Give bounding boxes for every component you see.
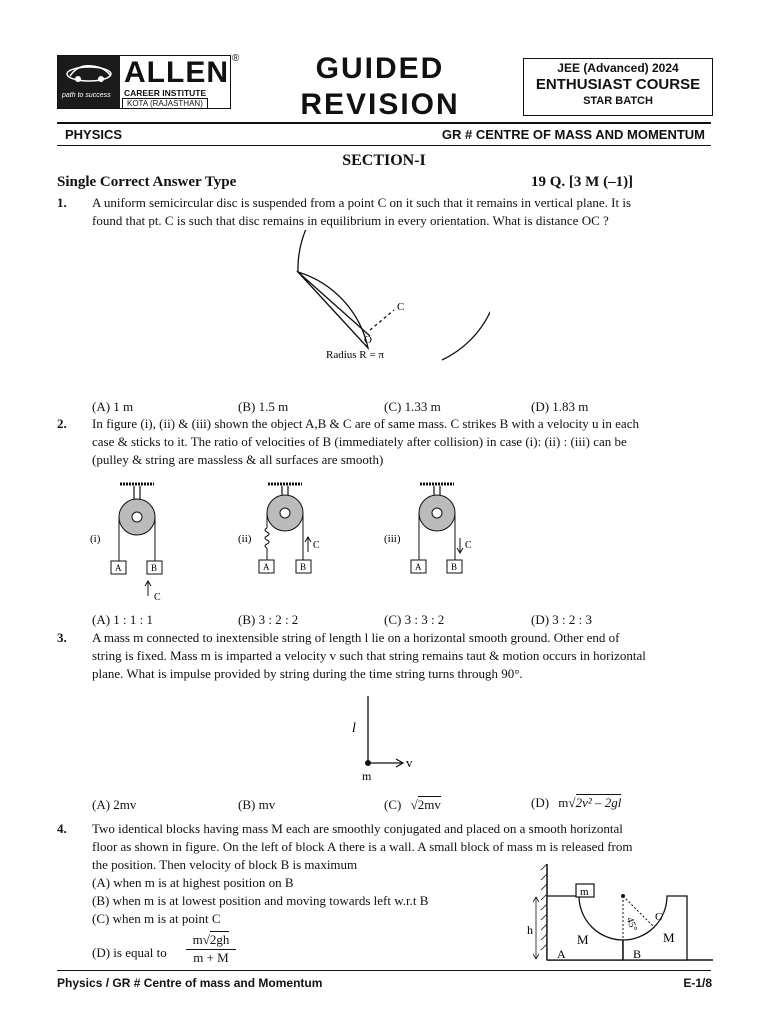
- label-l: l: [352, 721, 356, 736]
- q3-option-d: (D) m√2v² – 2gl: [531, 795, 622, 810]
- label-radius: Radius R = π: [326, 349, 384, 361]
- label-angle: 45°: [623, 915, 639, 933]
- q3-option-b: (B) mv: [238, 797, 276, 812]
- section-title: SECTION-I: [342, 152, 426, 169]
- q1-line: A uniform semicircular disc is suspended from a point C on it such that it remains in vertical plane. It is: [92, 195, 632, 210]
- q4-option-c: (C) when m is at point C: [92, 911, 221, 926]
- allen-logo: [57, 55, 231, 109]
- q2-option-d: (D) 3 : 2 : 3: [531, 612, 593, 627]
- label-v: v: [406, 755, 413, 770]
- q1-option-b: (B) 1.5 m: [238, 399, 289, 414]
- doc-title-line1: GUIDED: [315, 52, 445, 85]
- label-m: m: [362, 769, 372, 783]
- pulley-case-2: [238, 484, 320, 573]
- q3-line: string is fixed. Mass m is imparted a velocity v such that string remains taut & motion occurs in horizontal: [92, 648, 646, 663]
- logo-brand: ALLEN: [124, 56, 229, 89]
- label-b: B: [633, 947, 642, 961]
- q3-option-c-label: (C): [384, 797, 402, 812]
- fraction-numerator-prefix: m: [192, 932, 203, 947]
- q2-number: 2.: [57, 416, 67, 431]
- q3-option-d-prefix: m: [558, 795, 569, 810]
- q1-line: found that pt. C is such that disc remains in equilibrium in every orientation. What is distance OC ?: [92, 213, 609, 228]
- q4-figure: [527, 860, 713, 966]
- q4-number: 4.: [57, 821, 67, 836]
- q4-line: floor as shown in figure. On the left of block A there is a wall. A small block of mass m is released from: [92, 839, 633, 854]
- semicircle-edge: [298, 272, 370, 336]
- label-m: m: [580, 886, 589, 898]
- header-rule-top: [57, 122, 711, 124]
- label-a: A: [557, 947, 566, 961]
- q3-number: 3.: [57, 630, 67, 645]
- q2-option-c: (C) 3 : 3 : 2: [384, 612, 445, 627]
- topic-label: GR # CENTRE OF MASS AND MOMENTUM: [441, 127, 705, 142]
- case-1-label: (i): [90, 533, 101, 545]
- course-exam: JEE (Advanced) 2024: [557, 61, 679, 75]
- logo-subtitle: CAREER INSTITUTE: [124, 88, 207, 98]
- q2-line: In figure (i), (ii) & (iii) shown the object A,B & C are of same mass. C strikes B with a velocity u in each: [92, 416, 639, 431]
- semicircle-diameter: [298, 272, 368, 348]
- label-block-a-mass: M: [577, 932, 589, 947]
- block-b-label: B: [451, 562, 458, 572]
- label-o: O: [364, 334, 372, 346]
- logo-city: KOTA (RAJASTHAN): [122, 98, 208, 109]
- q4-option-d-label: (D) is equal to: [92, 945, 167, 960]
- q1-text: [92, 194, 631, 230]
- q1-number: 1.: [57, 195, 67, 210]
- q3-text: [92, 629, 646, 683]
- course-batch: STAR BATCH: [583, 95, 653, 107]
- logo-emblem: [58, 56, 120, 108]
- block-a-label: A: [263, 562, 270, 572]
- label-c: C: [397, 301, 405, 313]
- subject-label: PHYSICS: [65, 127, 123, 142]
- q2-option-b: (B) 3 : 2 : 2: [238, 612, 299, 627]
- q3-option-d-root: 2v² – 2gl: [575, 795, 622, 810]
- fraction-denominator: m + M: [193, 950, 229, 965]
- q2-text: [92, 415, 639, 469]
- q3-option-c-math: 2mv: [417, 797, 441, 812]
- block-c-label: C: [313, 540, 320, 551]
- question-count: 19 Q. [3 M (–1)]: [531, 174, 634, 190]
- oc-dashed-line: [370, 310, 394, 330]
- q2-option-a: (A) 1 : 1 : 1: [92, 612, 154, 627]
- block-c-label: C: [465, 540, 472, 551]
- case-2-label: (ii): [238, 533, 252, 545]
- fraction-numerator-root: 2gh: [209, 932, 230, 947]
- label-c: C: [655, 911, 663, 923]
- footer-left: Physics / GR # Centre of mass and Momentum: [57, 976, 323, 990]
- footer-rule: [57, 970, 711, 971]
- header-rule-bottom: [57, 145, 711, 146]
- car-icon: [58, 56, 120, 92]
- q2-line: (pulley & string are massless & all surfaces are smooth): [92, 452, 384, 467]
- registered-mark: ®: [232, 53, 240, 64]
- q4-line: the position. Then velocity of block B is maximum: [92, 857, 358, 872]
- q3-line: plane. What is impulse provided by string during the time string turns through 90°.: [92, 666, 523, 681]
- block-a-label: A: [115, 563, 122, 573]
- footer-page-number: E-1/8: [683, 976, 712, 990]
- q4-option-a: (A) when m is at highest position on B: [92, 875, 294, 890]
- q2-line: case & sticks to it. The ratio of velocities of B (immediately after collision) in case (i): (ii) : (iii) can be: [92, 434, 627, 449]
- q4-option-b: (B) when m is at lowest position and moving towards left w.r.t B: [92, 893, 429, 908]
- block-a-label: A: [415, 562, 422, 572]
- pulley-case-3: [384, 484, 472, 573]
- block-b-label: B: [151, 563, 158, 573]
- case-3-label: (iii): [384, 533, 401, 545]
- semicircle-arc: [298, 230, 490, 360]
- q1-option-c: (C) 1.33 m: [384, 399, 441, 414]
- q3-option-a: (A) 2mv: [92, 797, 137, 812]
- block-c-label: C: [154, 592, 161, 603]
- q3-option-d-label: (D): [531, 795, 550, 810]
- block-b-label: B: [300, 562, 307, 572]
- q1-figure: [290, 230, 490, 370]
- q1-option-a: (A) 1 m: [92, 399, 134, 414]
- q4-option-d-fraction: m√2gh m + M: [186, 932, 236, 966]
- question-type: Single Correct Answer Type: [57, 174, 237, 190]
- q2-figure: [88, 476, 488, 606]
- label-h: h: [527, 923, 533, 937]
- pulley-case-1: [90, 484, 162, 603]
- q3-option-c: (C) √2mv: [384, 797, 441, 812]
- course-name: ENTHUSIAST COURSE: [535, 76, 701, 93]
- course-box: [523, 58, 713, 116]
- q3-line: A mass m connected to inextensible string of length l lie on a horizontal smooth ground. Other end of: [92, 630, 620, 645]
- label-block-b-mass: M: [663, 930, 675, 945]
- q4-line: Two identical blocks having mass M each are smoothly conjugated and placed on a smooth horizontal: [92, 821, 623, 836]
- doc-title-line2: REVISION: [300, 88, 460, 121]
- q3-figure: [340, 690, 430, 785]
- logo-tagline: path to success: [62, 92, 111, 99]
- q1-option-d: (D) 1.83 m: [531, 399, 589, 414]
